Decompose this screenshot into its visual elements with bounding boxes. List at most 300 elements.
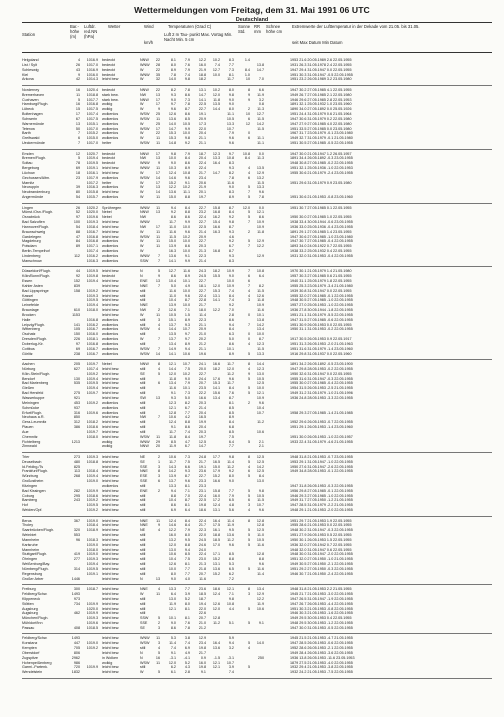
temp-2m: 15.3 [168, 136, 176, 141]
station-pressure: 1017.5 [86, 116, 98, 121]
temp-5cm: 5.0 [228, 337, 234, 342]
temp-max: 22.7 [198, 107, 206, 112]
wind-direction: WNW [140, 254, 150, 258]
station-weather: leicht bew. [102, 278, 120, 283]
temp-5cm: 8.5 [228, 410, 234, 415]
temp-min: 18.2 [212, 269, 220, 274]
temp-2m: 10.5 [168, 312, 176, 317]
precipitation: 0.8 [258, 102, 264, 107]
station-weather: leicht bew. [102, 571, 120, 576]
extremes: 1891 32.1 25.05.1932 1.0 23.05.1960 [290, 102, 352, 107]
wind-speed: 13 [155, 156, 160, 161]
wind-direction: still [140, 386, 146, 391]
temp-5cm: 11.6 [227, 180, 234, 185]
temp-2m: 14.0 [168, 121, 176, 126]
extremes: 1951 30.9 26.05.1953 0.0 22.05.1955 [290, 322, 352, 327]
wind-speed: 11 [156, 244, 160, 249]
station-weather: leicht bew. [102, 518, 120, 523]
temp-max: 22.7 [198, 239, 206, 244]
station-pressure: 1019.5 [86, 381, 98, 386]
wind-direction: WSW [140, 641, 150, 646]
wind-direction: NW [140, 308, 147, 313]
station-weather: bedeckt [102, 87, 115, 92]
precipitation: 13.4 [256, 587, 264, 592]
wind-speed: 4 [157, 528, 160, 533]
station-weather: leicht bew. [102, 542, 120, 547]
extremes: 1949 31.2 31.05.1979 -1.0 21.05.1996 [290, 391, 353, 396]
temp-2m: 14.8 [168, 141, 176, 146]
station-pressure: 1016.8 [86, 239, 98, 244]
temp-min: 13.6 [212, 646, 220, 650]
station-weather: wolkenlos [102, 351, 119, 356]
station-pressure: 1018.0 [86, 547, 98, 552]
temp-max: 22.4 [198, 518, 206, 523]
dewpoint: 7.1 [184, 308, 190, 313]
temp-2m: 12.1 [168, 606, 176, 611]
temp-2m: 8.8 [170, 493, 176, 498]
station-pressure: 1017.7 [86, 97, 98, 102]
station-weather: leicht bew. [102, 429, 120, 434]
temp-5cm: 10.0 [226, 278, 234, 283]
station-name: Meiningen [22, 400, 40, 405]
dewpoint: 9.4 [184, 346, 190, 351]
temp-2m: 7.4 [170, 646, 176, 650]
station-name: Tholey [22, 523, 34, 528]
station-weather: wolkenlos [102, 121, 119, 126]
precipitation: 8.4 [258, 474, 264, 479]
wind-speed: 11 [156, 116, 160, 121]
wind-speed: 7 [157, 258, 160, 263]
precipitation: 10.9 [256, 303, 264, 308]
temp-2m: 14.2 [168, 469, 176, 474]
temp-max: 24.1 [198, 362, 206, 367]
sunshine: 5 [247, 386, 250, 391]
sunshine: 4 [247, 288, 250, 293]
dewpoint: 7.9 [184, 58, 190, 62]
temp-max: 11.6 [199, 576, 206, 581]
temp-max: 24.5 [198, 537, 206, 542]
dewpoint: 7.3 [184, 391, 190, 396]
station-height: 408 [73, 625, 80, 630]
temp-2m: 9.1 [170, 650, 176, 655]
temp-2m: 14.4 [168, 327, 176, 332]
station-height: 462 [73, 611, 80, 616]
station-name: List / Sylt [22, 62, 37, 67]
sunshine: 4 [247, 170, 250, 175]
station-height: 113 [74, 469, 80, 474]
wind-direction: still [140, 400, 146, 405]
col-height: Bar.- höhe (m) [70, 24, 80, 39]
temp-5cm: 10.8 [226, 601, 234, 606]
dewpoint: 10.1 [182, 278, 190, 283]
group-divider [22, 266, 492, 267]
temp-max: 21.4 [198, 405, 206, 410]
extremes: 1950 31.1 31.05.1953 -0.2 22.05.1955 [290, 327, 353, 332]
sunshine: 4 [247, 166, 250, 171]
extremes: 1951 30.3 31.05.1947 -0.5 22.05.1955 [290, 72, 353, 77]
extremes: 1948 29.5 30.05.1953 -1.2 22.05.1955 [290, 621, 353, 626]
precipitation: 11.2 [257, 420, 264, 425]
temp-2m: 15.3 [168, 131, 176, 136]
station-pressure: 1019.7 [86, 429, 98, 434]
wind-speed: 4 [157, 646, 160, 650]
wind-direction: W [140, 670, 144, 675]
station-group [22, 88, 492, 146]
wind-direction: ENE [140, 278, 148, 283]
wind-speed: 4 [157, 366, 160, 371]
temp-5cm: 7.7 [228, 488, 234, 493]
temp-2m: 13.7 [168, 337, 176, 342]
station-height: 13 [75, 121, 80, 126]
extremes: 1951 30.7 27.05.1985 0.1 22.05.1955 [290, 205, 352, 210]
report-subtitle: Deutschland [235, 17, 269, 23]
extremes: 1957 27.0 25.05.1953 -1.0 22.05.1955 [290, 303, 353, 308]
station-weather: leicht bew. [102, 670, 120, 675]
extremes: 1916 29.8 31.05.1937 0.0 22.05.1960 [290, 351, 352, 356]
dewpoint: 9.3 [184, 469, 190, 474]
sunshine: 5 [247, 391, 250, 396]
temp-max: 22.4 [198, 293, 206, 298]
temp-2m: 13.9 [168, 303, 176, 308]
temp-min: 13.1 [212, 293, 220, 298]
sunshine: 5 [247, 195, 250, 200]
temp-5cm: 7.8 [228, 175, 234, 180]
temp-max: 21.9 [198, 67, 206, 72]
temp-max: 19.7 [198, 195, 206, 200]
station-name: Neuhaus a.R. [22, 415, 45, 420]
station-pressure: 1019.2 [86, 508, 98, 513]
temp-2m: 9.1 [170, 425, 176, 430]
wind-direction: ESE [140, 474, 148, 479]
temp-5cm: 6.2 [228, 571, 234, 576]
station-weather: wolkenlos [102, 337, 119, 342]
station-name: Wendelstein [22, 670, 43, 675]
temp-2m: 6.4 [170, 591, 176, 596]
sunshine: 5 [247, 528, 250, 533]
temp-2m: 10.4 [168, 498, 176, 503]
temp-5cm: 8.9 [228, 415, 234, 420]
station-height: 78 [75, 161, 80, 166]
temp-5cm: 9.2 [228, 239, 234, 244]
temp-max: 23.6 [198, 587, 206, 592]
station-name: Bremerhaven [22, 92, 45, 97]
station-height: 1832 [71, 670, 80, 675]
sunshine: 5 [247, 210, 250, 215]
wind-speed: 11 [156, 205, 160, 210]
station-weather: wolkig [102, 660, 113, 665]
temp-5cm: 11.7 [227, 77, 234, 82]
sunshine: 0 [247, 337, 250, 342]
station-pressure: 1017.1 [86, 244, 98, 249]
temp-2m: 13.6 [168, 190, 176, 195]
precipitation: 7.0 [258, 77, 264, 82]
temp-5cm: 9.8 [228, 454, 234, 459]
temp-5cm: 7.1 [228, 591, 234, 596]
wind-direction: WNW [140, 636, 150, 641]
temp-max: 21.4 [198, 258, 206, 263]
precipitation: 9.8 [258, 488, 264, 493]
temp-min: 10.0 [212, 72, 220, 77]
temp-max: 23.3 [198, 479, 206, 484]
wind-speed: 4 [157, 322, 160, 327]
dewpoint: 7.4 [184, 72, 190, 77]
wind-direction: W [140, 185, 144, 190]
precipitation: 10.9 [256, 395, 264, 400]
dewpoint: 10.5 [182, 121, 190, 126]
station-weather: wolkenlos [102, 483, 119, 488]
wind-direction: SE [140, 459, 145, 464]
station-height: 2962 [71, 655, 80, 660]
dewpoint: 7.7 [184, 567, 190, 571]
station-weather: leicht bew. [102, 166, 120, 171]
wind-speed: 11 [156, 239, 160, 244]
station-pressure: 1019.0 [86, 479, 98, 484]
extremes: 1933 22.4 31.05.1979 -4.6 21.05.1955 [290, 439, 353, 444]
temp-2m: 13.9 [168, 244, 176, 249]
station-pressure: 1017.0 [86, 62, 98, 67]
wind-direction: W [140, 102, 144, 107]
temp-2m: 15.0 [168, 239, 176, 244]
extremes: 1931 26.3 31.05.1978 2.4 22.05.1955 [290, 62, 352, 67]
station-pressure: 1019.4 [86, 278, 98, 283]
station-pressure: 1019.9 [86, 611, 98, 616]
temp-min: 12.4 [212, 591, 220, 596]
temp-5cm: 7.9 [228, 493, 234, 498]
temp-5cm: 8.6 [228, 317, 234, 322]
wind-direction: NE [140, 454, 146, 459]
dewpoint: 8.8 [184, 210, 190, 215]
station-pressure: 1019.4 [86, 474, 98, 479]
dewpoint: 9.6 [184, 479, 190, 484]
sunshine: 5 [247, 621, 250, 626]
dewpoint: 8.9 [184, 341, 190, 346]
station-pressure: 1018.3 [86, 537, 98, 542]
temp-min: 12.3 [212, 151, 220, 156]
station-weather: leicht bew. [102, 283, 120, 288]
station-height: 921 [73, 395, 80, 400]
station-name: Kitzingen [22, 483, 38, 488]
sunshine: 1.4 [244, 58, 250, 62]
station-height: 112 [74, 254, 80, 258]
wind-direction: NNE [140, 303, 148, 308]
station-name: Hannover/Flugh. [22, 224, 50, 229]
col-extremes-sub: seit Max Datum Min Datum [292, 40, 343, 45]
sunshine: 12 [245, 121, 250, 126]
temp-max: 20.4 [198, 156, 206, 161]
station-pressure: 1019.2 [86, 371, 98, 376]
station-height: 141 [73, 322, 80, 327]
temp-5cm: 10.9 [226, 283, 234, 288]
wind-direction: NNW [140, 58, 149, 62]
wind-direction: still [140, 646, 146, 650]
header-bottom-rule [22, 52, 492, 53]
precipitation: 12.9 [256, 254, 264, 258]
station-weather: wolkenlos [102, 341, 119, 346]
precipitation: 12.8 [256, 518, 264, 523]
station-name: Marnitz [22, 180, 35, 185]
dewpoint: 4.3 [184, 665, 190, 670]
temp-5cm: 9.8 [228, 92, 234, 97]
station-pressure: 1019.2 [86, 646, 98, 650]
station-height: 447 [73, 641, 80, 646]
temp-2m: 15.0 [168, 195, 176, 200]
dewpoint: 2.8 [184, 670, 190, 675]
precipitation: 12.5 [256, 381, 264, 386]
station-name: Düsseldorf/Flugh. [22, 269, 51, 274]
temp-min: 17.9 [212, 469, 220, 474]
station-height: 16 [75, 87, 80, 92]
extremes: 1947 26.5 31.05.1947 -1.9 22.05.1955 [290, 596, 353, 601]
temp-5cm: 7.3 [228, 67, 234, 72]
temp-2m: 11.7 [169, 220, 176, 225]
dewpoint: 8.7 [184, 107, 190, 112]
temp-5cm: 8.9 [228, 195, 234, 200]
station-name: Karlsruhe [22, 542, 38, 547]
temp-min: 14.7 [212, 170, 220, 175]
group-divider [22, 584, 492, 585]
station-name: Garmi.-Partenk. [22, 665, 49, 670]
wind-speed: 7 [157, 346, 160, 351]
sunshine: 1.0 [244, 72, 250, 77]
station-height: 100 [73, 220, 80, 225]
temp-max: 21.0 [198, 621, 206, 626]
precipitation: 11.9 [257, 92, 264, 97]
precipitation: 12.3 [256, 366, 264, 371]
temp-max: 12.9 [198, 636, 206, 641]
station-name: Norderney [22, 87, 40, 92]
wind-direction: SSW [140, 616, 149, 621]
temp-max: 22.4 [198, 493, 206, 498]
wind-direction: still [140, 493, 146, 498]
station-height: 89 [75, 244, 80, 249]
precipitation: 11.3 [257, 156, 264, 161]
station-pressure: 1016.1 [86, 170, 98, 175]
temp-5cm: 9.4 [228, 322, 234, 327]
extremes: 1951 31.3 26.05.1953 -2.0 21.05.1963 [290, 341, 353, 346]
station-weather: bedeckt [102, 151, 115, 156]
extremes: 1938 33.4 30.05.1944 -0.6 23.05.1955 [290, 220, 353, 225]
station-weather: wolkenlos [102, 126, 119, 131]
temp-max: 23.1 [198, 488, 206, 493]
station-height: 610 [73, 308, 80, 313]
extremes: 1890 34.0 27.05.1892 0.0 25.05.1926 [290, 107, 352, 112]
extremes: 1948 31.8 21.05.1953 2.2 21.05.1955 [290, 587, 352, 592]
temp-5cm: 8.5 [228, 429, 234, 434]
station-weather: leicht bew. [102, 170, 120, 175]
wind-direction: WSW [140, 660, 150, 665]
extremes: 1951 29.6 31.05.1979 0.9 23.05.1980 [290, 180, 352, 185]
extremes: 1947 27.9 27.05.1985 4.0 22.05.1980 [290, 121, 352, 126]
wind-direction: NNW [140, 87, 149, 92]
temp-2m: 13.2 [168, 537, 176, 542]
wind-direction: W [140, 136, 144, 141]
temp-2m: 5.0 [170, 283, 176, 288]
sunshine: 6 [247, 116, 250, 121]
temp-2m: 12.6 [168, 308, 176, 313]
table-row [22, 195, 492, 200]
temp-max: 19.6 [198, 351, 206, 356]
temp-5cm: 9.2 [228, 215, 234, 220]
station-weather: bedeckt [102, 62, 115, 67]
station-height: 39 [75, 185, 80, 190]
wind-direction: still [140, 533, 146, 538]
col-wind-units: km/h [144, 40, 154, 45]
station-weather: bedeckt [102, 67, 115, 72]
precipitation: 13.2 [256, 175, 264, 180]
station-weather: leicht bew. [102, 557, 120, 562]
temp-5cm: 7.9 [228, 131, 234, 136]
dewpoint: 9.1 [184, 180, 190, 185]
station-weather: Nebel [102, 215, 112, 220]
extremes: 1891 34.4 26.05.1892 -0.3 23.05.1955 [290, 156, 353, 161]
temp-max: 11.4 [199, 312, 206, 317]
extremes: 1946 29.3 27.05.1985 -1.0 22.05.1955 [290, 493, 353, 498]
temp-min: 16.0 [212, 493, 220, 498]
wind-direction: N [140, 274, 143, 279]
sunshine: 5 [247, 488, 250, 493]
dewpoint: 7.9 [184, 67, 190, 72]
extremes: 1949 34.8 28.05.1953 -0.1 22.05.1955 [290, 469, 353, 474]
station-name: Regensburg [22, 571, 43, 576]
precipitation: 14.7 [256, 67, 264, 72]
temp-2m: 8.1 [170, 58, 176, 62]
station-weather: leicht bew. [102, 636, 120, 641]
temp-max: 20.4 [198, 131, 206, 136]
station-height: 973 [73, 596, 80, 601]
dewpoint: 9.5 [184, 537, 190, 542]
wind-direction: still [140, 596, 146, 601]
wind-direction: NNW [140, 97, 149, 102]
temp-min: 12.6 [212, 601, 220, 606]
wind-direction: still [140, 298, 146, 303]
precipitation: 11.8 [257, 298, 264, 303]
sunshine: 12.0 [242, 205, 250, 210]
station-name: Bergeburg [22, 166, 40, 171]
group-divider [22, 452, 492, 453]
station-height: 295 [73, 493, 80, 498]
station-pressure: 1019.5 [86, 567, 98, 571]
wind-direction: WSW [140, 434, 150, 439]
station-height: 268 [73, 474, 80, 479]
station-name: Schmücke [22, 405, 40, 410]
temp-2m: 9.0 [170, 621, 176, 626]
wind-direction: still [140, 322, 146, 327]
station-pressure: 1019.0 [86, 518, 98, 523]
temp-5cm: 7.7 [228, 444, 234, 449]
station-name: Köln-Stein/Flugh. [22, 371, 51, 376]
station-pressure: 1016.3 [86, 185, 98, 190]
temp-max: 22.7 [198, 278, 206, 283]
temp-5cm: 4.6 [228, 234, 234, 239]
temp-max: 19.9 [198, 420, 206, 425]
sunshine: 5 [247, 542, 250, 547]
wind-direction: WSW [140, 116, 150, 121]
sunshine: 7 [247, 244, 250, 249]
wind-direction: N [140, 576, 143, 581]
wind-direction: WSW [140, 175, 150, 180]
wind-direction: W [140, 244, 144, 249]
station-name: Chemnitz [22, 434, 38, 439]
sunshine: 7 [247, 220, 250, 225]
station-group [22, 206, 492, 264]
extremes: 1949 29.5 30.05.1953 0.4 22.05.1955 [290, 616, 352, 621]
wind-speed: 9 [157, 274, 160, 279]
extremes: 1949 32.7 31.05.1979 -0.1 21.05.1980 [290, 136, 353, 141]
station-weather: leicht bew. [102, 464, 120, 469]
temp-2m: 13.3 [168, 483, 176, 488]
temp-2m: 11.0 [169, 224, 176, 229]
station-weather: wolkenlos [102, 136, 119, 141]
